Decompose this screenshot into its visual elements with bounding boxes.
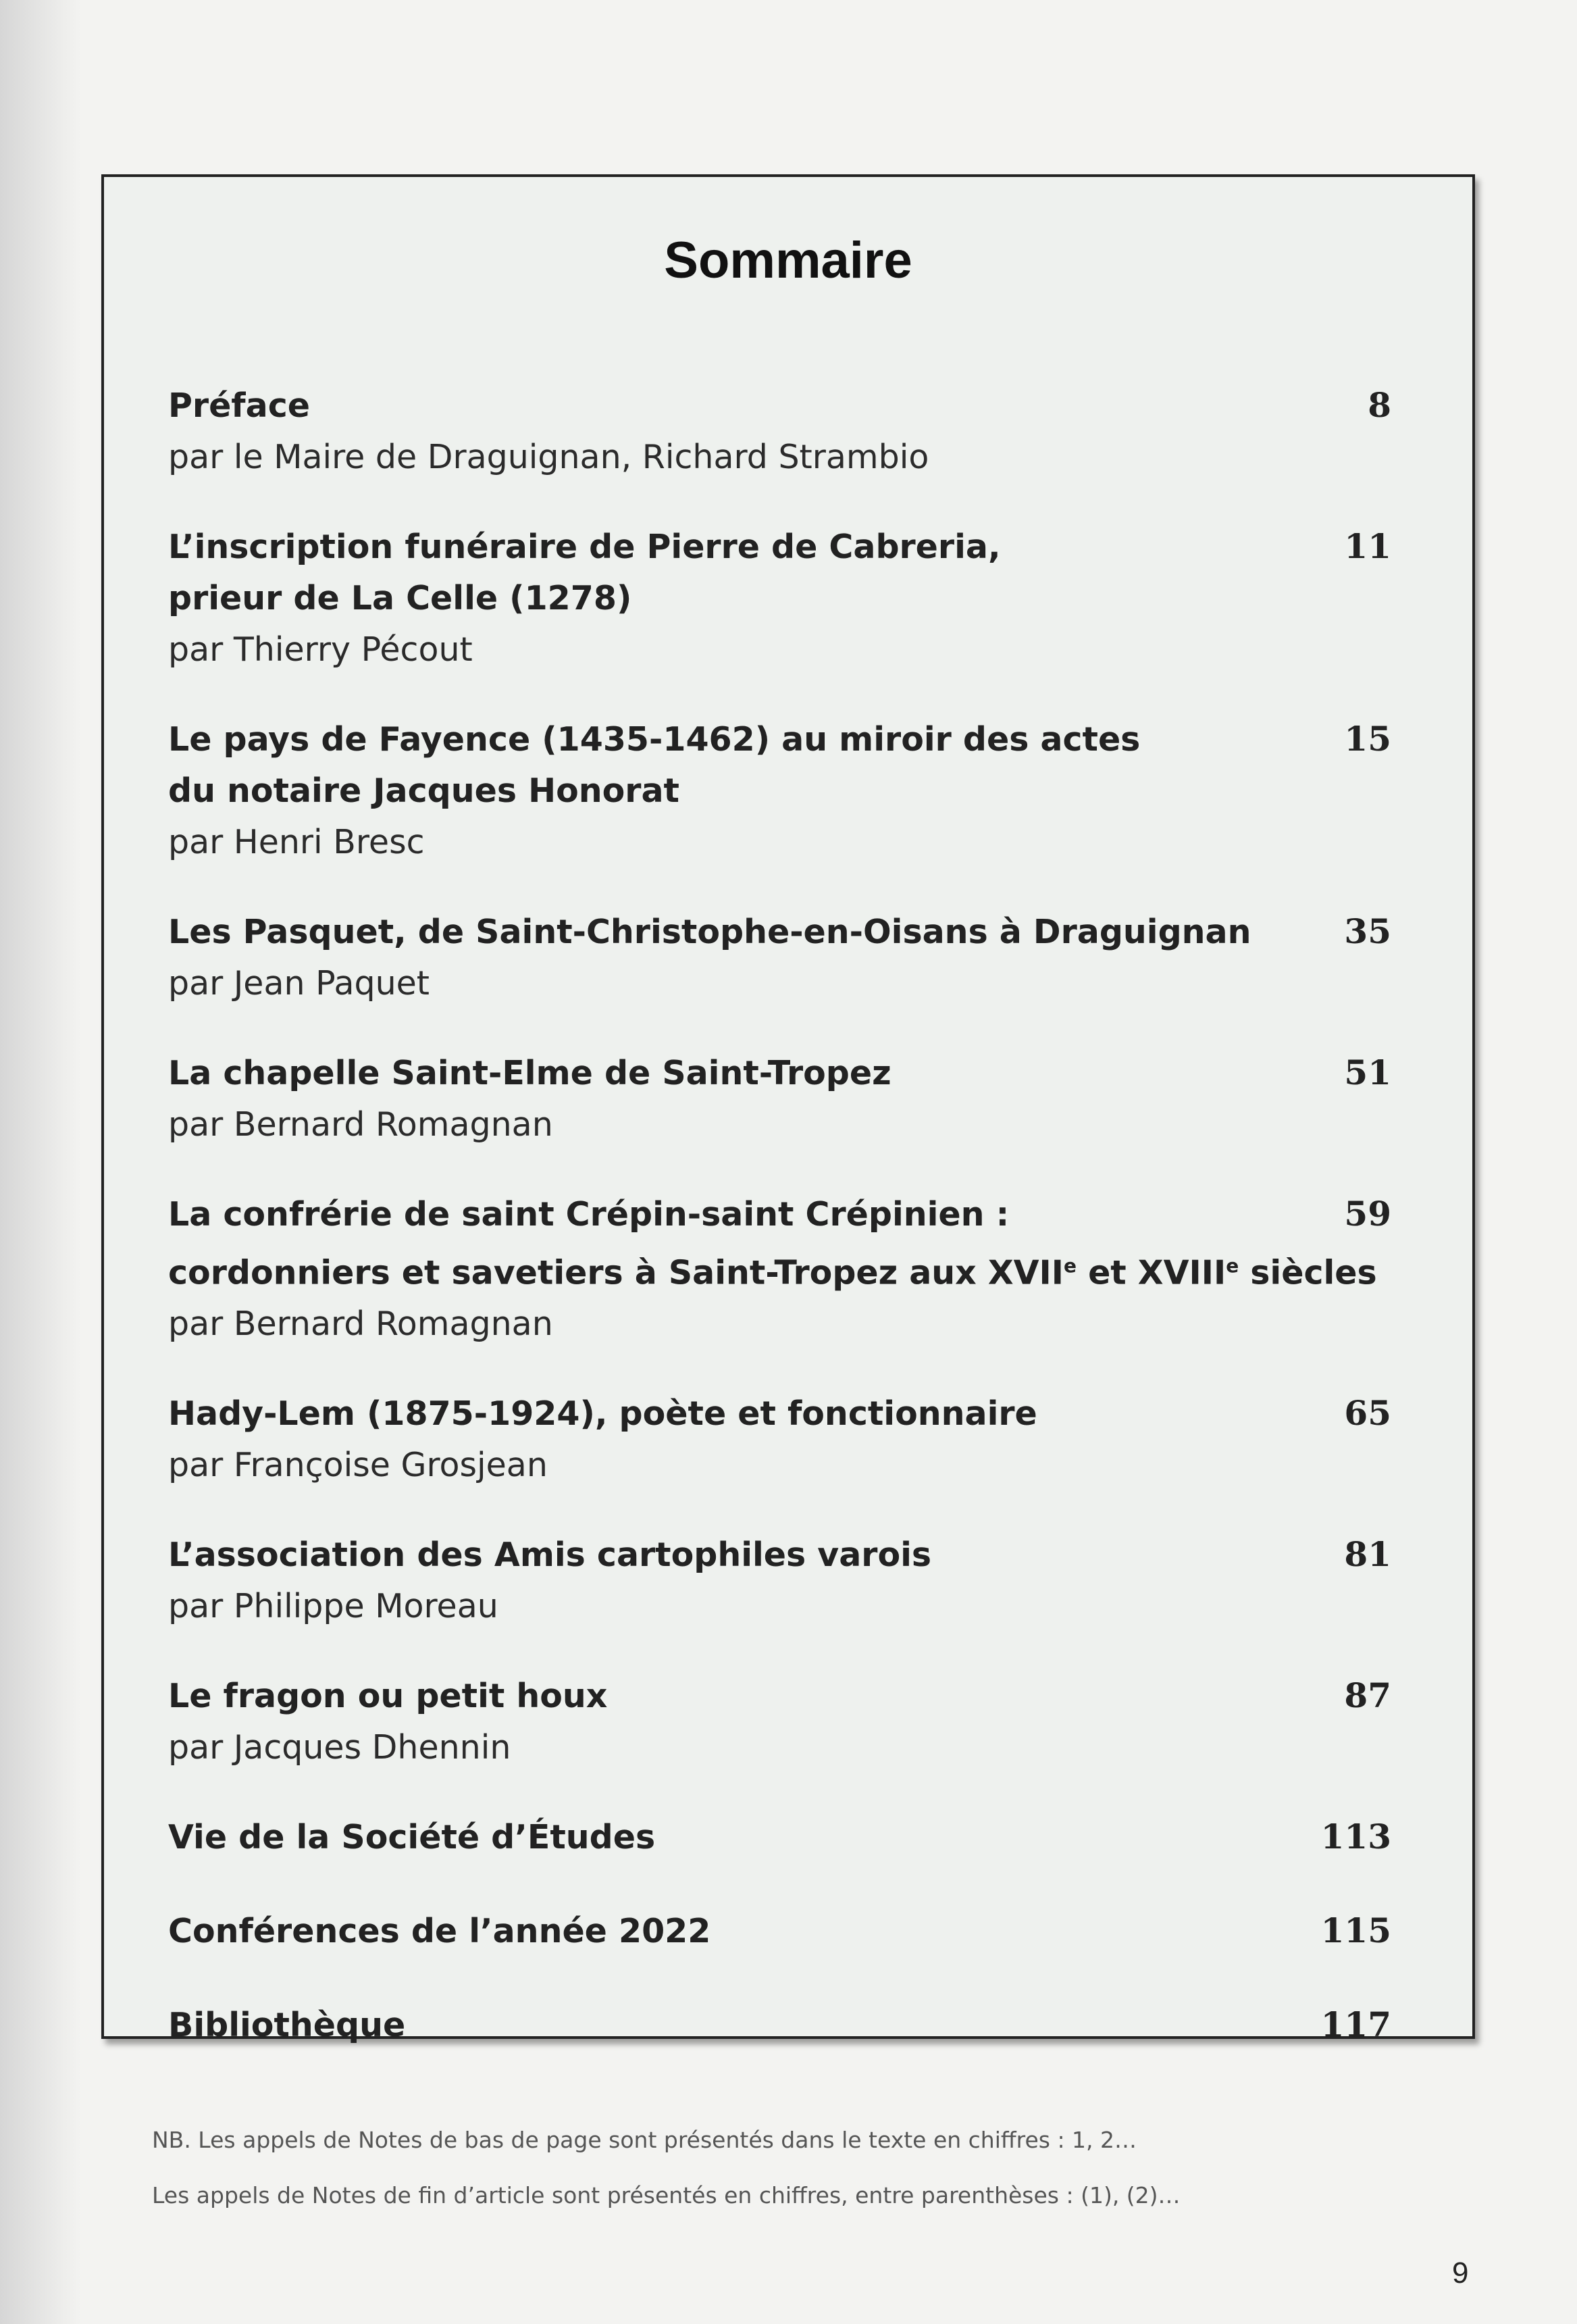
- toc-entry-title: Bibliothèque: [168, 2006, 406, 2045]
- toc-entry-page: 115: [1320, 1911, 1391, 1951]
- toc-entry-title: Le fragon ou petit houx: [168, 1677, 608, 1716]
- toc-entry-page: 51: [1344, 1053, 1391, 1092]
- toc-entry-title: L’association des Amis cartophiles varois: [168, 1536, 932, 1575]
- toc-title: Sommaire: [664, 232, 912, 289]
- table-of-contents-box: [101, 174, 1475, 2045]
- toc-entry-page: 35: [1344, 911, 1391, 951]
- footnote-line: NB. Les appels de Notes de bas de page sont présentés dans le texte en chiffres : 1, 2…: [152, 2127, 1137, 2153]
- toc-entry-author: par Bernard Romagnan: [168, 1105, 553, 1144]
- toc-entry[interactable]: [168, 1529, 1391, 1632]
- toc-entry[interactable]: [168, 521, 1391, 676]
- toc-entry-author: par Jean Paquet: [168, 964, 430, 1003]
- toc-entry-title: Le pays de Fayence (1435-1462) au miroir des actes du notaire Jacques Honorat: [168, 720, 1141, 810]
- footnotes: [152, 2127, 1181, 2238]
- footnote-line: Les appels de Notes de fin d’article sont présentés en chiffres, entre parenthèses : (1), (2)…: [152, 2182, 1181, 2208]
- toc-entry-author: par Françoise Grosjean: [168, 1446, 548, 1485]
- toc-entry-title: L’inscription funéraire de Pierre de Cabreria, prieur de La Celle (1278): [168, 528, 1001, 617]
- toc-entry-author: par Henri Bresc: [168, 823, 425, 861]
- toc-entry-title: Conférences de l’année 2022: [168, 1912, 711, 1951]
- toc-entry[interactable]: [168, 1999, 1391, 2051]
- toc-entry[interactable]: [168, 380, 1391, 483]
- toc-entry-title: Vie de la Société d’Études: [168, 1818, 656, 1857]
- toc-entry[interactable]: [168, 1047, 1391, 1151]
- page-number: 9: [1452, 2256, 1469, 2290]
- toc-entry-page: 65: [1344, 1393, 1391, 1434]
- toc-entry[interactable]: [168, 1188, 1391, 1350]
- toc-entry[interactable]: [168, 1905, 1391, 1957]
- toc-entry-author: par Jacques Dhennin: [168, 1728, 511, 1767]
- toc-entry-title: Hady-Lem (1875-1924), poète et fonctionnaire: [168, 1394, 1037, 1434]
- toc-entry-title: Les Pasquet, de Saint-Christophe-en-Oisans à Draguignan: [168, 913, 1251, 951]
- toc-entry-title: La chapelle Saint-Elme de Saint-Tropez: [168, 1054, 891, 1092]
- toc-entry[interactable]: [168, 1811, 1391, 1863]
- toc-entry-author: par le Maire de Draguignan, Richard Strambio: [168, 438, 929, 476]
- toc-entry-page: 59: [1344, 1194, 1391, 1234]
- page-gutter-shadow: [0, 0, 81, 2324]
- toc-entry-page: 113: [1320, 1817, 1391, 1857]
- toc-entry[interactable]: [168, 1388, 1391, 1491]
- toc-entry-author: par Philippe Moreau: [168, 1587, 498, 1626]
- toc-entry-author: par Bernard Romagnan: [168, 1305, 553, 1344]
- toc-entry-author: par Thierry Pécout: [168, 630, 473, 669]
- toc-list: [168, 380, 1391, 2093]
- toc-entry-page: 117: [1320, 2004, 1391, 2045]
- toc-entry[interactable]: [168, 1670, 1391, 1773]
- toc-entry-page: 87: [1344, 1675, 1391, 1716]
- toc-entry[interactable]: [168, 906, 1391, 1009]
- toc-entry-title: Préface: [168, 386, 310, 425]
- toc-entry-title-line2: cordonniers et savetiers à Saint-Tropez aux XVIIe et XVIIIe siècles: [168, 1253, 1377, 1292]
- toc-entry-page: 8: [1368, 385, 1391, 425]
- toc-entry-page: 11: [1344, 526, 1391, 566]
- toc-entry-page: 81: [1344, 1534, 1391, 1575]
- toc-entry[interactable]: [168, 713, 1391, 868]
- toc-entry-page: 15: [1344, 719, 1391, 759]
- toc-entry-title-line1: La confrérie de saint Crépin-saint Crépinien :: [168, 1195, 1010, 1234]
